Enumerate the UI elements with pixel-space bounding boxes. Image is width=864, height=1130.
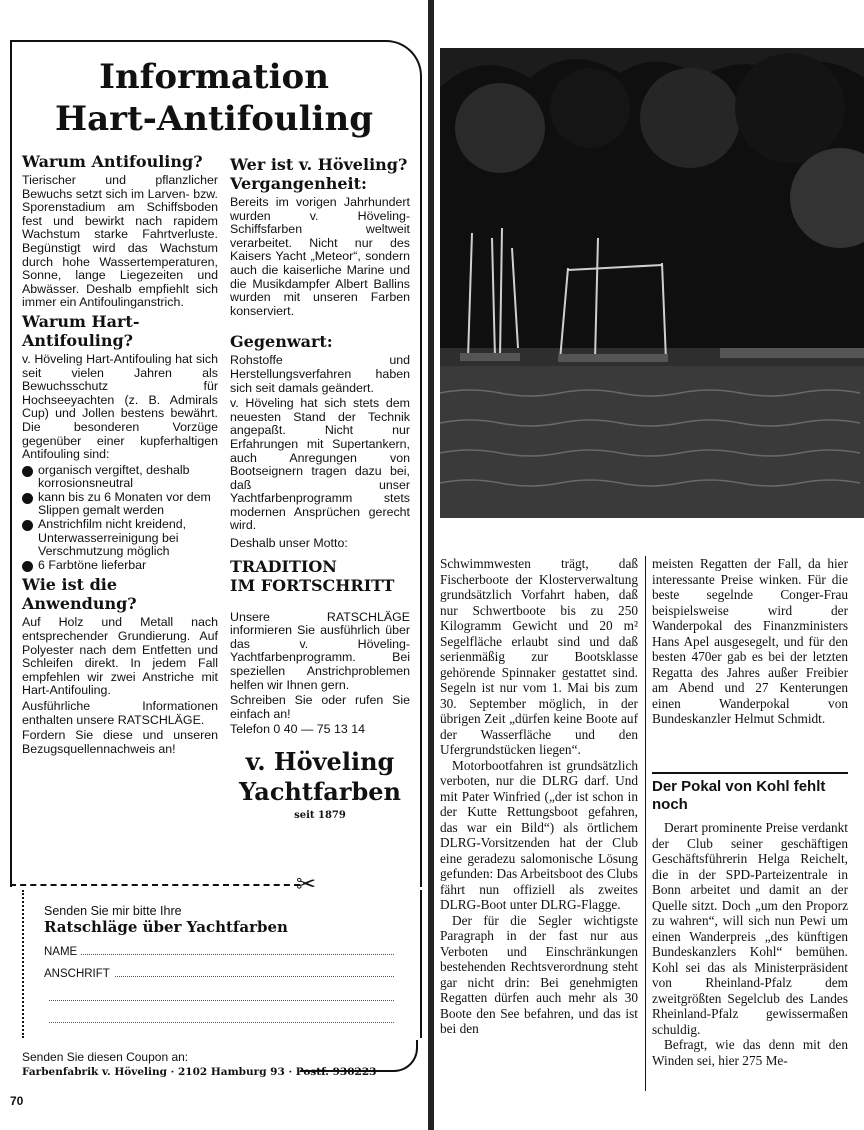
paragraph: Auf Holz und Metall nach entsprechender Grundierung. Auf Polyester nach dem Entfetten und Schleifen direkt. In jedem Fall empfehlen wir zwei Anstriche mit Hart-Antifouling. <box>22 615 218 698</box>
coupon-intro: Senden Sie mir bitte Ihre <box>44 904 182 918</box>
heading-present: Gegenwart: <box>230 332 333 352</box>
list-item: 6 Farbtöne lieferbar <box>22 559 218 573</box>
column-rule <box>645 556 646 1091</box>
send-to-label: Senden Sie diesen Coupon an: <box>22 1050 189 1064</box>
paragraph: Tierischer und pflanzlicher Bewuchs setzt sich im Larven- bzw. Sporenstadium am Schiffsboden fest und bewirkt nach rapidem Wachstum starke Fahrtverluste. Begünstigt wird das Wachstum durch hohe Wassertemperaturen, Sonne, lange Liegezeiten und Abwässer. Deshalb empfiehlt sich immer ein Antifoulinganstrich. <box>22 173 218 310</box>
paragraph: Bereits im vorigen Jahrhundert wurden v. Höveling-Schiffsfarben weltweit verarbeitet. Nicht nur des Kaisers Yacht „Meteor“, sondern auch die kaiserliche Marine und die Musikdampfer Albert Ballins wurden mit unseren Farben konserviert. <box>230 195 410 318</box>
paragraph: Fordern Sie diese und unseren Bezugsquellennachweis an! <box>22 728 218 756</box>
benefits-list <box>22 464 218 573</box>
since-label: seit 1879 <box>294 810 346 821</box>
advert-right-column <box>230 155 410 823</box>
phone-number: Telefon 0 40 — 75 13 14 <box>230 722 366 737</box>
page-number: 70 <box>10 1094 24 1108</box>
order-coupon <box>22 890 422 1038</box>
paragraph: Rohstoffe und Herstellungsverfahren haben sich seit damals geändert. <box>230 353 410 395</box>
paragraph: Motorbootfahren ist grundsätzlich verboten, nur die DLRG darf. Und mit Pater Winfried („der ist schon in der Kutte Rettungsboot gefahren, das war ein Bild“) als örtlichem DLRG-Vorsitzenden hat der Club eine geradezu salomonische Lösung gefunden: Das Arbeitsboot des Clubs fährt nun offiziell als zweites DLRG-Boot unter DLRG-Flagge. <box>440 757 638 912</box>
heading-who-is: Wer ist v. Höveling? Vergangenheit: <box>230 155 408 193</box>
advert-title: Information Hart-Antifouling <box>55 57 373 139</box>
heading-why-hard-antifouling: Warum Hart-Antifouling? <box>22 311 140 350</box>
paragraph: v. Höveling Hart-Antifouling hat sich seit vielen Jahren als Bewuchsschutz für Hochseeyachten (z. B. Admirals Cup) und Jollen bestens bewährt. Die besonderen Vorzüge gegenüber einer kupferhaltigen Antifouling sind: <box>22 351 218 462</box>
paragraph: Der für die Segler wichtigste Paragraph in der fast nur aus Verboten und Einschränkungen bestehenden Rechtsverordnung steht gar nicht drin: Bei genehmigten Regatten dürfen auch mehr als 30 Boote den See befahren, und das ist bei den <box>440 912 638 1036</box>
paragraph: Schreiben Sie oder rufen Sie einfach an! <box>230 693 410 721</box>
motto: TRADITION IM FORTSCHRITT <box>230 556 395 595</box>
scissors-icon: ✂ <box>296 870 317 898</box>
lake-sailing-photo <box>440 48 864 518</box>
paragraph: Unsere RATSCHLÄGE informieren Sie ausführlich über das v. Höveling-Yachtfarbenprogramm. Bei speziellen Anstrichproblemen helfen wir Ihnen gern. <box>230 609 410 692</box>
article-column-1 <box>440 556 638 1037</box>
address-line-2[interactable] <box>44 992 394 1004</box>
paragraph: Schwimmwesten trägt, daß Fischerboote der Klosterverwaltung grundsätzlich Vorfahrt haben, daß nur Schwertboote bis zu 250 Kilogramm Gewicht und 20 m² Segelfläche erlaubt sind und daß serienmäßig zur Bootsklasse gehörende Spinnaker gestattet sind. Segeln ist nur vom 1. Mai bis zum 30. September möglich, in der übrigen Zeit „dürfen keine Boote auf der Wasserfläche und den Ufergrundstücken liegen“. <box>440 556 638 757</box>
paragraph: v. Höveling hat sich stets dem neuesten Stand der Technik angepaßt. Nicht nur Erfahrungen mit Supertankern, auch Anregungen von Bootseignern tragen dazu bei, daß unser Yachtfarbenprogramm stets modernen Ansprüchen gerecht wird. <box>230 396 410 533</box>
paragraph: Derart prominente Preise verdankt der Club seiner geschäftigen Geschäftsführerin Helga Reichelt, die in der SPD-Parteizentrale in Bonn arbeitet und damit an der Quelle sitzt. Doch „um den Proporz zu wahren“, will sich nun Pewi um einen Wanderpreis „des künftigen Bundeskanzlers Kohl“ bemühen. Kohl sei das als Ministerpräsident von Rheinland-Pfalz dem zweitgrößten Segelclub des Landes Rheinland-Pfalz gewissermaßen schuldig. <box>652 820 848 1037</box>
heading-application: Wie ist die Anwendung? <box>22 575 137 614</box>
paragraph: Befragt, wie das denn mit den Winden sei, hier 275 Me- <box>652 1037 848 1068</box>
company-address: Farbenfabrik v. Höveling · 2102 Hamburg 93 · Postf. 930223 <box>22 1066 377 1078</box>
page-gutter <box>428 0 434 1130</box>
heading-why-antifouling: Warum Antifouling? <box>22 152 203 171</box>
address-field[interactable]: ANSCHRIFT <box>44 968 394 980</box>
list-item: Anstrichfilm nicht kreidend, Unterwasserreinigung bei Verschmutzung möglich <box>22 518 218 559</box>
list-item: organisch vergiftet, deshalb korrosionsneutral <box>22 464 218 491</box>
name-field[interactable]: NAME <box>44 946 394 958</box>
article-subheading: Der Pokal von Kohl fehlt noch <box>652 772 848 814</box>
article-column-2-top <box>652 556 848 727</box>
coupon-footer <box>22 1050 376 1079</box>
paragraph: meisten Regatten der Fall, da hier interessante Preise winken. Für die beste segelnde Conger-Frau beispielsweise wird der Wanderpokal des Finanzministers Hans Apel ausgesegelt, und für den besten 470er gab es bei der letzten Regatta des Jahres außer Freibier am Abend und 27 Kenterungen einen Wanderpokal von Bundeskanzler Helmut Schmidt. <box>652 556 848 726</box>
paragraph: Ausführliche Informationen enthalten unsere RATSCHLÄGE. <box>22 699 218 727</box>
coupon-heading: Ratschläge über Yachtfarben <box>44 918 288 936</box>
list-item: kann bis zu 6 Monaten vor dem Slippen gemalt werden <box>22 491 218 518</box>
brand-logo: v. Höveling Yachtfarben <box>239 747 401 806</box>
paragraph: Deshalb unser Motto: <box>230 536 348 551</box>
address-line-3[interactable] <box>44 1014 394 1026</box>
cut-line <box>10 884 300 886</box>
advert-left-column <box>22 152 218 758</box>
article-column-2-bottom <box>652 820 848 1068</box>
